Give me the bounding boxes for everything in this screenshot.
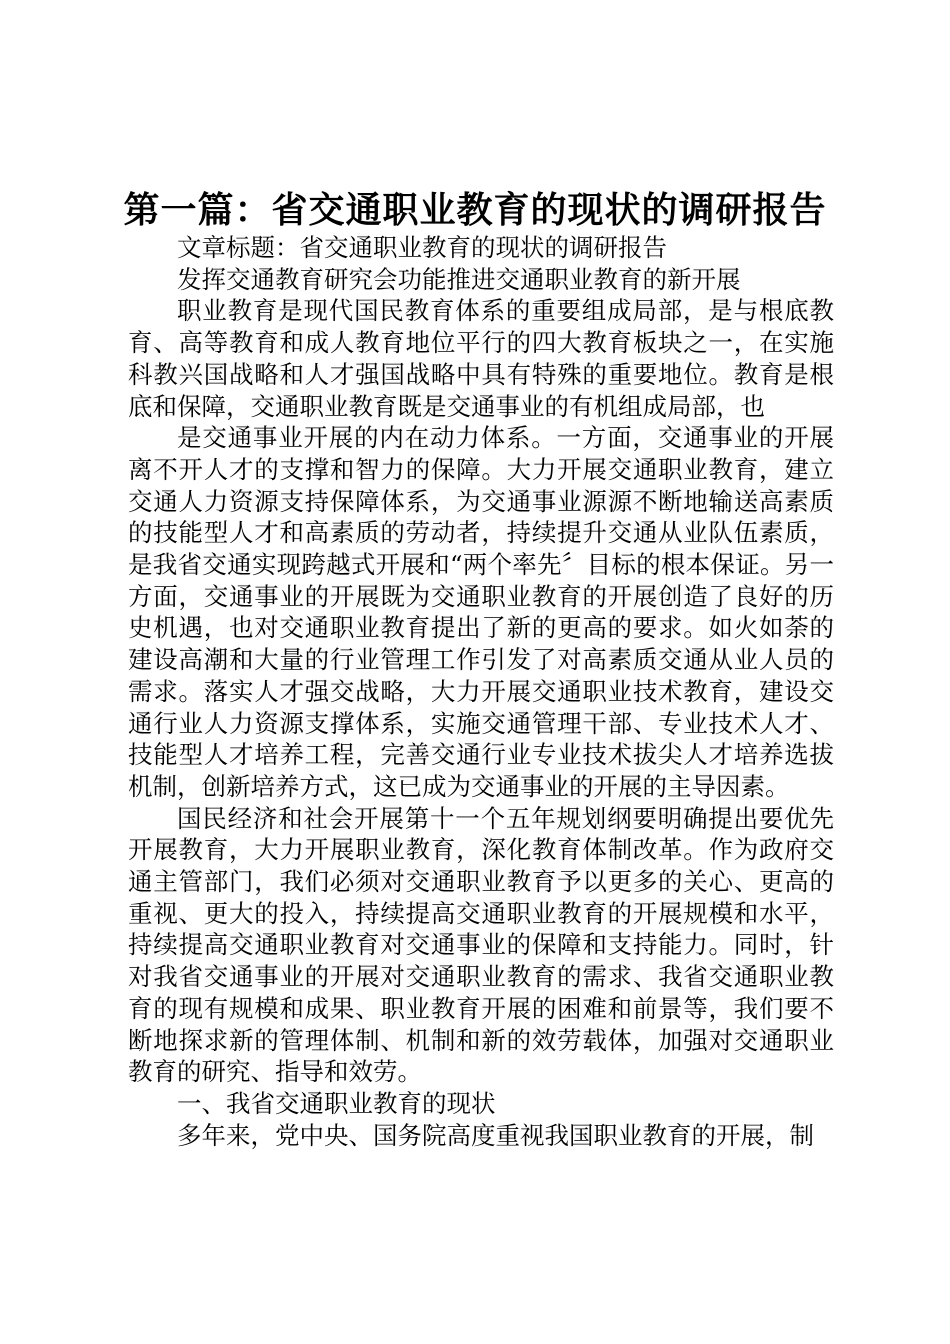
article-title-line: 文章标题：省交通职业教育的现状的调研报告 xyxy=(177,233,667,262)
body-paragraph: 职业教育是现代国民教育体系的重要组成局部，是与根底教育、高等教育和成人教育地位平行的四大教育板块之一，在实施科教兴国战略和人才强国战略中具有特殊的重要地位。教育是根底和保障，交通职业教育既是交通事业的有机组成局部，也 xyxy=(128,296,834,421)
document-body xyxy=(128,232,834,1151)
body-paragraph: 是交通事业开展的内在动力体系。一方面，交通事业的开展离不开人才的支撑和智力的保障。大力开展交通职业教育，建立交通人力资源支持保障体系，为交通事业源源不断地输送高素质的技能型人才和高素质的劳动者，持续提升交通从业队伍素质，是我省交通实现跨越式开展和“两个率先〞目标的根本保证。另一方面，交通事业的开展既为交通职业教育的开展创造了良好的历史机遇，也对交通职业教育提出了新的更高的要求。如火如荼的建设高潮和大量的行业管理工作引发了对高素质交通从业人员的需求。落实人才强交战略，大力开展交通职业技术教育，建设交通行业人力资源支撑体系，实施交通管理干部、专业技术人才、技能型人才培养工程，完善交通行业专业技术拔尖人才培养选拔机制，创新培养方式，这已成为交通事业的开展的主导因素。 xyxy=(128,423,834,801)
section-heading: 一、我省交通职业教育的现状 xyxy=(177,1088,496,1118)
body-paragraph: 多年来，党中央、国务院高度重视我国职业教育的开展，制 xyxy=(177,1120,814,1150)
subtitle-line: 发挥交通教育研究会功能推进交通职业教育的新开展 xyxy=(177,264,741,294)
body-paragraph: 国民经济和社会开展第十一个五年规划纲要明确提出要优先开展教育，大力开展职业教育，深化教育体制改革。作为政府交通主管部门，我们必须对交通职业教育予以更多的关心、更高的重视、更大的投入，持续提高交通职业教育的开展规模和水平，持续提高交通职业教育对交通事业的保障和支持能力。同时，针对我省交通事业的开展对交通职业教育的需求、我省交通职业教育的现有规模和成果、职业教育开展的困难和前景等，我们要不断地探求新的管理体制、机制和新的效劳载体，加强对交通职业教育的研究、指导和效劳。 xyxy=(128,803,834,1087)
document-title: 第一篇：省交通职业教育的现状的调研报告 xyxy=(123,189,827,231)
